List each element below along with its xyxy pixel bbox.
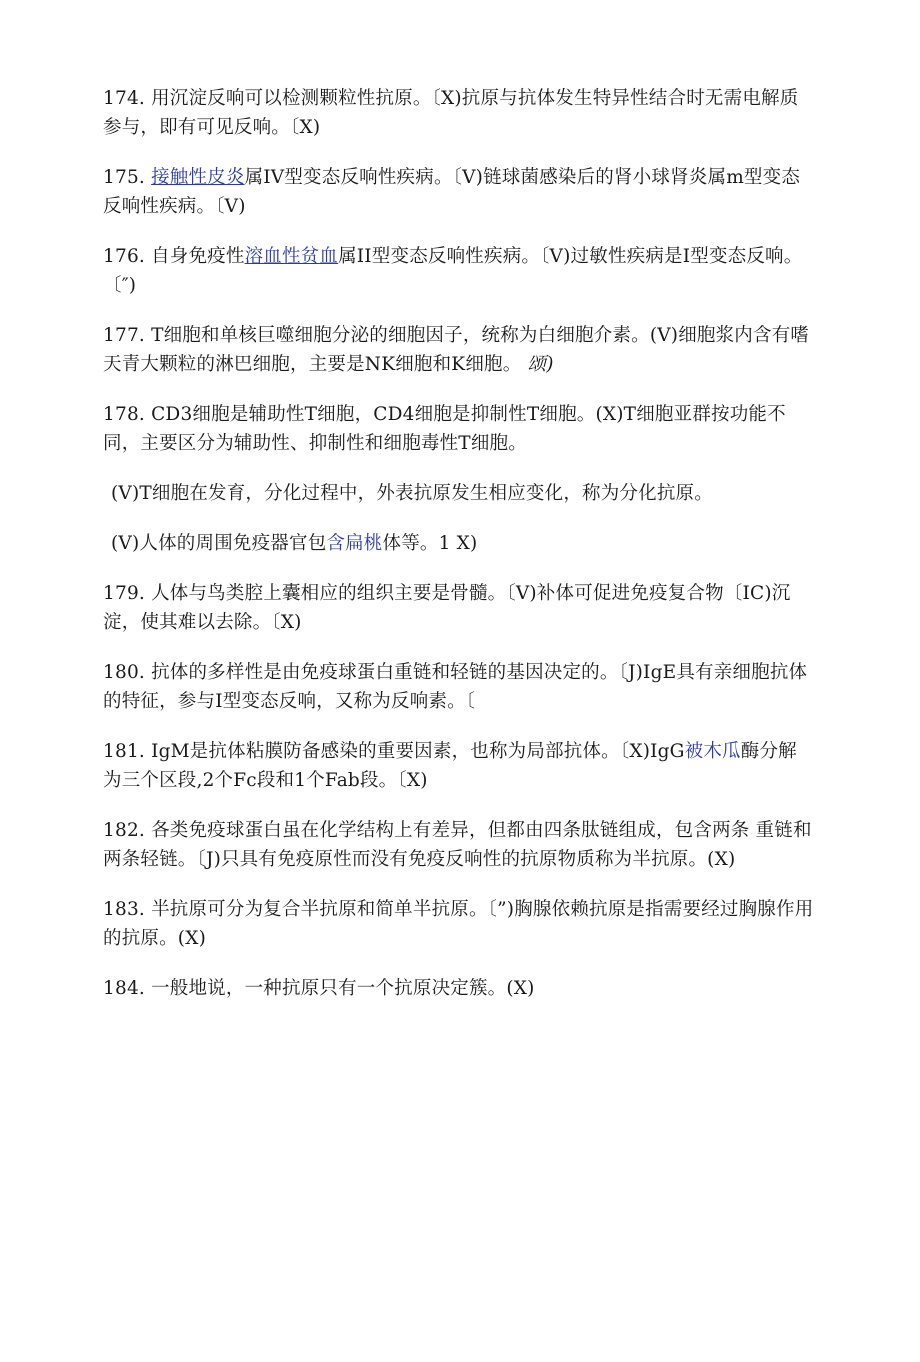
item-text: 177. T细胞和单核巨噬细胞分泌的细胞因子，统称为白细胞介素。(V)细胞浆内含有嗜天青大颗粒的淋巴细胞，主要是NK细胞和K细胞。 [103,325,810,375]
term-link[interactable]: 被木瓜 [684,741,741,762]
item-176 [103,242,815,300]
item-suffix: 酶分解为三个区段,2个Fc段和1个Fab段。〔X) [103,741,797,791]
item-text: 174. 用沉淀反响可以检测颗粒性抗原。〔X)抗原与抗体发生特异性结合时无需电解质参与，即有可见反响。〔X) [103,88,799,138]
item-175 [103,163,815,221]
item-prefix: 175. [103,167,152,188]
document-page [103,84,815,1024]
item-174 [103,84,815,142]
item-text: 180. 抗体的多样性是由免疫球蛋白重链和轻链的基因决定的。〔J)IgE具有亲细胞抗体的特征，参与I型变态反响，又称为反响素。〔 [103,662,808,712]
item-text: 183. 半抗原可分为复合半抗原和简单半抗原。〔”)胸腺依赖抗原是指需要经过胸腺作用的抗原。(X) [103,899,814,949]
item-178 [103,400,815,458]
item-text: 184. 一般地说，一种抗原只有一个抗原决定簇。(X) [103,978,535,999]
item-prefix: (V)人体的周围免疫器官包 [111,533,327,554]
item-tail: 颂) [521,354,554,375]
item-text: (V)T细胞在发育，分化过程中，外表抗原发生相应变化，称为分化抗原。 [111,483,713,504]
item-178b [103,479,815,508]
item-suffix: 体等。1 X) [382,533,478,554]
term-link[interactable]: 接触性皮炎 [151,167,245,188]
item-179 [103,579,815,637]
item-text: 179. 人体与鸟类腔上囊相应的组织主要是骨髓。〔V)补体可促进免疫复合物〔IC)沉淀，使其难以去除。〔X) [103,583,791,633]
item-text: 178. CD3细胞是辅助性T细胞，CD4细胞是抑制性T细胞。(X)T细胞亚群按功能不同，主要区分为辅助性、抑制性和细胞毒性T细胞。 [103,404,786,454]
item-suffix: 属IV型变态反响性疾病。〔V)链球菌感染后的肾小球肾炎属m型变态反响性疾病。〔V) [103,167,801,217]
item-suffix: 属II型变态反响性疾病。〔V)过敏性疾病是I型变态反响。〔″) [103,246,803,296]
item-178c [103,529,815,558]
item-prefix: 176. 自身免疫性 [103,246,245,267]
item-177 [103,321,815,379]
item-183 [103,895,815,953]
item-text: 182. 各类免疫球蛋白虽在化学结构上有差异，但都由四条肽链组成，包含两条 重链和两条轻链。〔J)只具有免疫原性而没有免疫反响性的抗原物质称为半抗原。(X) [103,820,812,870]
term-link[interactable]: 含扁桃 [326,533,383,554]
item-181 [103,737,815,795]
item-182 [103,816,815,874]
item-184 [103,974,815,1003]
item-180 [103,658,815,716]
item-prefix: 181. IgM是抗体粘膜防备感染的重要因素，也称为局部抗体。〔X)IgG [103,741,685,762]
term-link[interactable]: 溶血性贫血 [244,246,339,267]
